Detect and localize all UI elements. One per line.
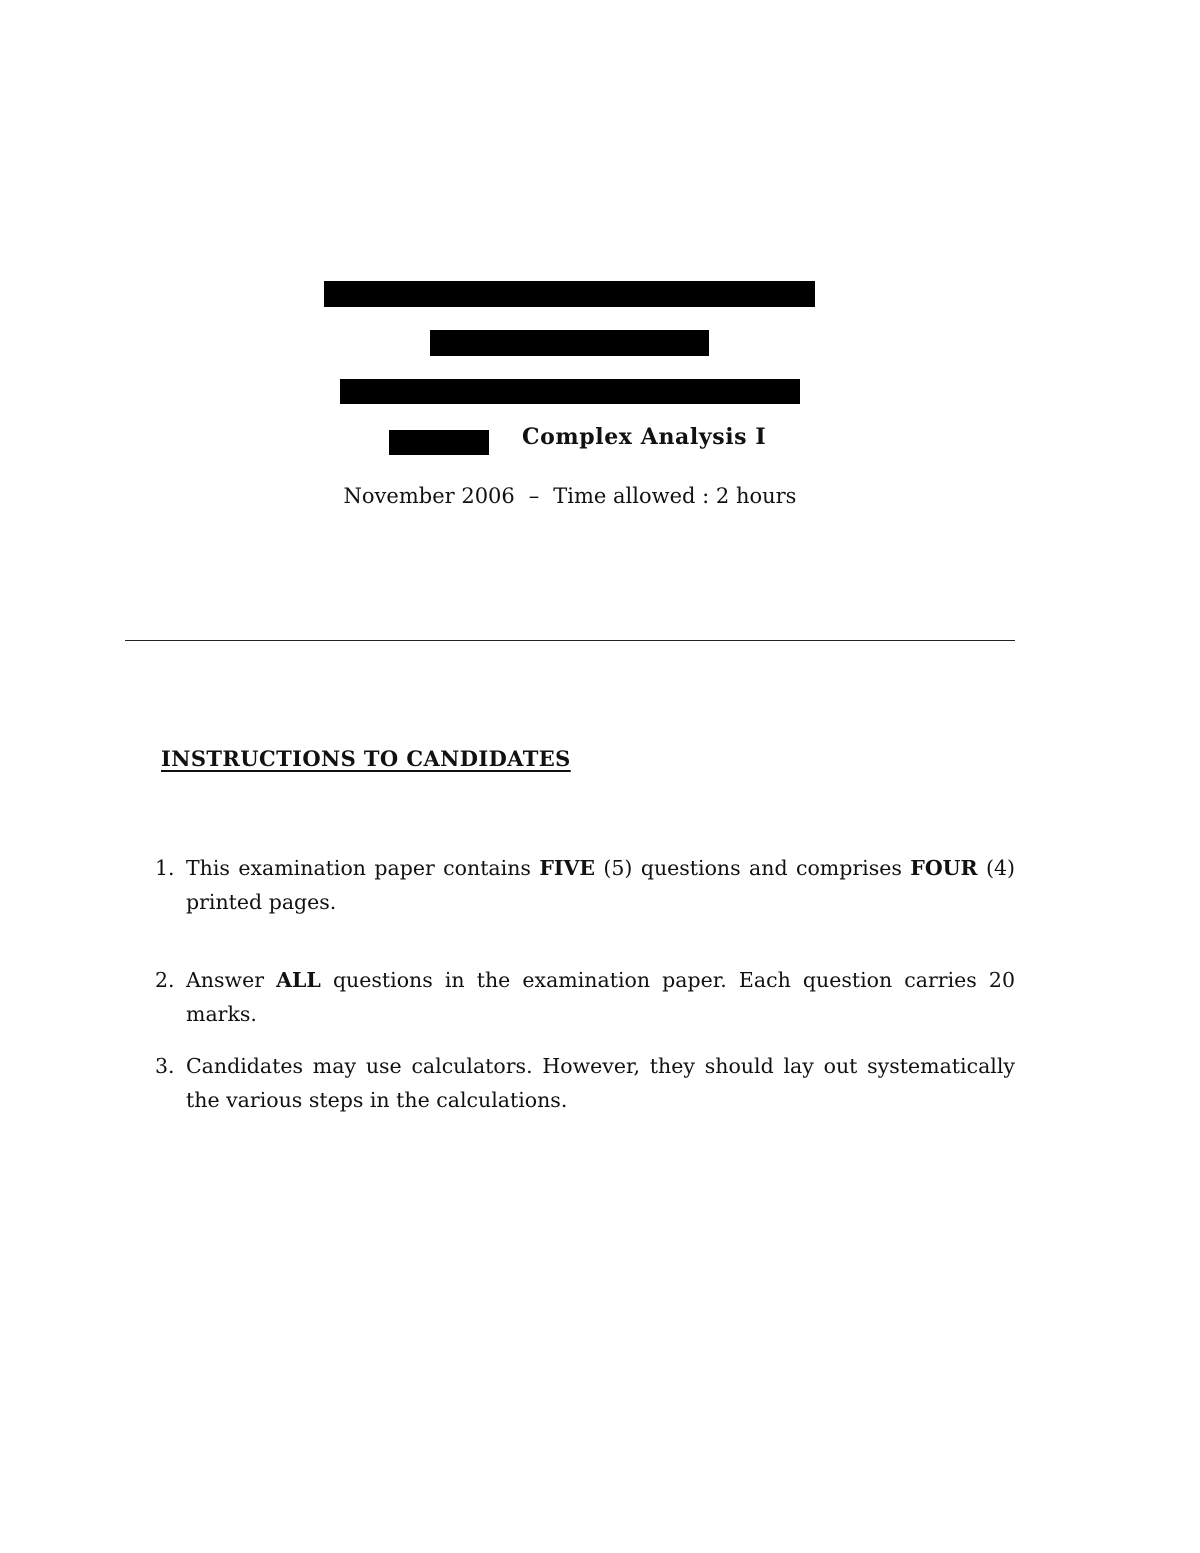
horizontal-rule [125, 640, 1015, 641]
separator-dash: – [528, 484, 540, 508]
item-number: 3. [155, 1054, 175, 1078]
item-text [186, 1049, 1015, 1117]
time-allowed: Time allowed : 2 hours [553, 484, 797, 508]
bold-run: FIVE [539, 856, 596, 880]
text-run: This examination paper contains [186, 856, 540, 880]
item-number: 1. [155, 856, 175, 880]
bold-run: ALL [276, 968, 321, 992]
text-run: questions in the examination paper. Each question carries 20 marks. [186, 968, 1015, 1026]
text-run: Answer [186, 968, 277, 992]
item-number: 2. [155, 968, 175, 992]
instructions-heading: INSTRUCTIONS TO CANDIDATES [161, 746, 571, 771]
redacted-semester [340, 379, 800, 404]
course-title: Complex Analysis I [522, 424, 767, 450]
exam-date: November 2006 [343, 484, 515, 508]
instruction-item [155, 1049, 1015, 1117]
instruction-item [155, 963, 1015, 1031]
text-run: (4) printed pages. [186, 856, 1016, 914]
redacted-exam-name [430, 330, 709, 356]
item-text [186, 963, 1015, 1031]
bold-run: FOUR [910, 856, 978, 880]
redacted-course-code [389, 430, 489, 455]
exam-info [0, 484, 1140, 508]
text-run: (5) questions and comprises [595, 856, 911, 880]
item-text [186, 851, 1015, 919]
text-run: Candidates may use calculators. However, they should lay out systematically the various steps in the calculations. [186, 1054, 1015, 1112]
redacted-university-name [324, 281, 815, 307]
instruction-item [155, 851, 1015, 919]
